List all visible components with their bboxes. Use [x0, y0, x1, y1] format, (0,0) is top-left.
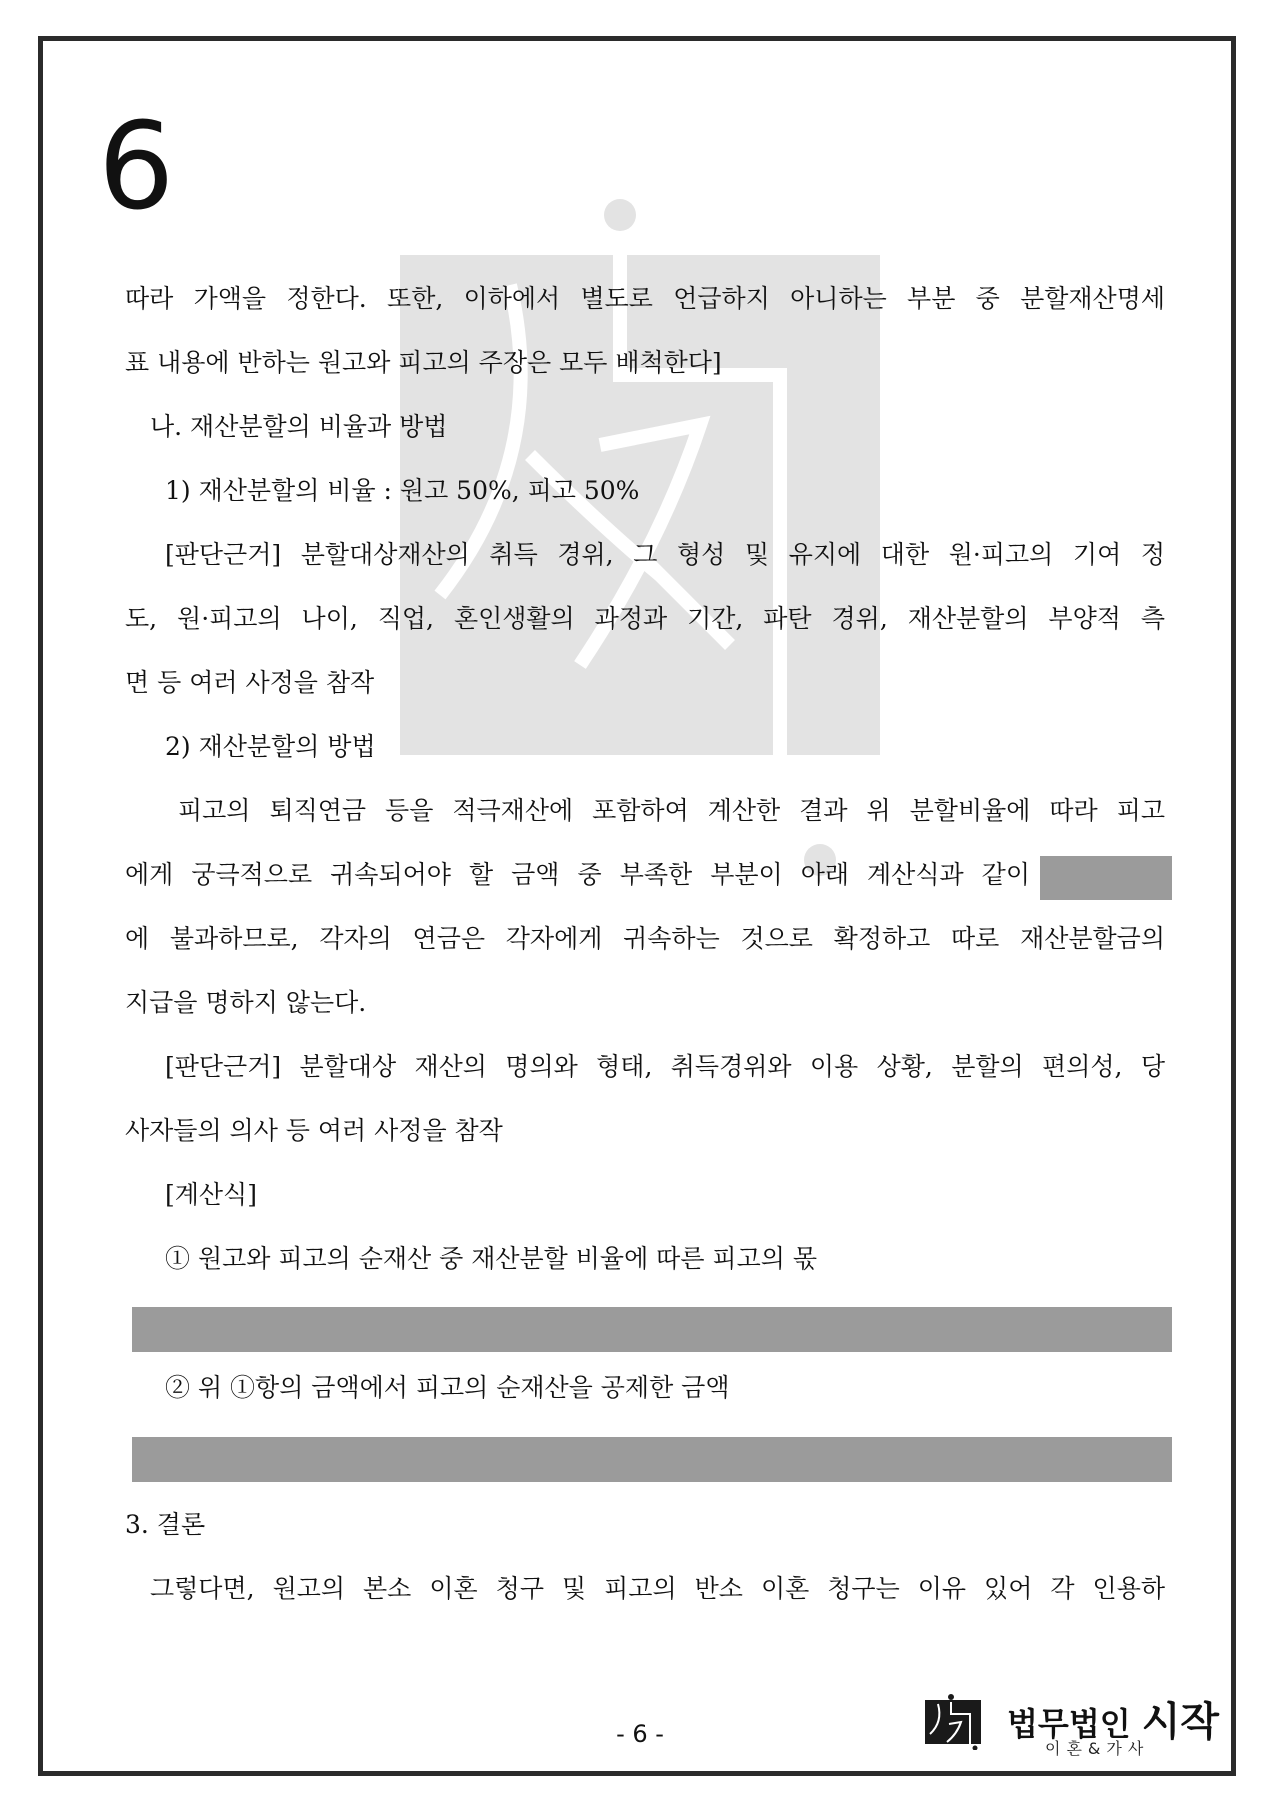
body-line: 사자들의 의사 등 여러 사정을 참작 — [125, 1116, 503, 1145]
body-line: 피고의 퇴직연금 등을 적극재산에 포함하여 계산한 결과 위 분할비율에 따라 피고 — [178, 796, 1165, 825]
subsection-heading: 2) 재산분할의 방법 — [165, 732, 376, 761]
body-line: 면 등 여러 사정을 참작 — [125, 668, 375, 697]
body-line: 표 내용에 반하는 원고와 피고의 주장은 모두 배척한다] — [125, 348, 722, 377]
firm-name-main: 시작 — [1141, 1699, 1220, 1745]
subsection-heading: 1) 재산분할의 비율 : 원고 50%, 피고 50% — [165, 476, 640, 505]
footer-page-number: - 6 - — [616, 1720, 664, 1748]
formula-heading: [계산식] — [165, 1180, 257, 1209]
body-line: 그렇다면, 원고의 본소 이혼 청구 및 피고의 반소 이혼 청구는 이유 있어 각 인용하 — [150, 1574, 1165, 1603]
formula-item: ② 위 ①항의 금액에서 피고의 순재산을 공제한 금액 — [165, 1373, 730, 1402]
body-line: 에게 궁극적으로 귀속되어야 할 금액 중 부족한 부분이 아래 계산식과 같이 — [125, 860, 1030, 889]
redacted-formula — [132, 1437, 1172, 1482]
section-heading: 3. 결론 — [125, 1510, 206, 1539]
redacted-formula — [132, 1307, 1172, 1352]
firm-subtitle: 이혼&가사 — [1045, 1739, 1150, 1758]
firm-logo — [925, 1690, 1220, 1758]
body-line: [판단근거] 분할대상재산의 취득 경위, 그 형성 및 유지에 대한 원·피고의 기여 정 — [165, 540, 1165, 569]
body-line: 지급을 명하지 않는다. — [125, 988, 367, 1017]
section-heading: 나. 재산분할의 비율과 방법 — [150, 412, 448, 441]
page-number-heading: 6 — [98, 98, 175, 237]
firm-name-prefix: 법무법인 — [1007, 1705, 1131, 1743]
redacted-amount — [1040, 856, 1172, 900]
body-line: 에 불과하므로, 각자의 연금은 각자에게 귀속하는 것으로 확정하고 따로 재산분할금의 — [125, 924, 1165, 953]
body-line: 따라 가액을 정한다. 또한, 이하에서 별도로 언급하지 아니하는 부분 중 분할재산명세 — [125, 284, 1165, 313]
firm-logo-icon — [925, 1694, 981, 1750]
formula-item: ① 원고와 피고의 순재산 중 재산분할 비율에 따른 피고의 몫 — [165, 1244, 817, 1273]
body-line: [판단근거] 분할대상 재산의 명의와 형태, 취득경위와 이용 상황, 분할의 편의성, 당 — [165, 1052, 1165, 1081]
body-line: 도, 원·피고의 나이, 직업, 혼인생활의 과정과 기간, 파탄 경위, 재산분할의 부양적 측 — [125, 604, 1165, 633]
